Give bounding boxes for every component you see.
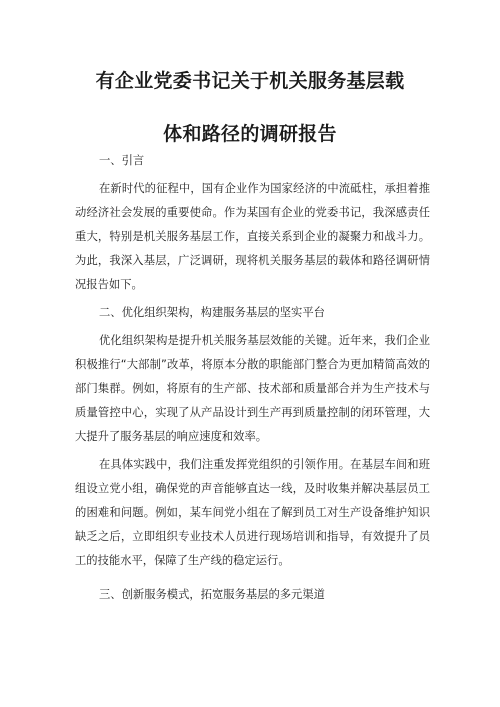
section-heading-organization: 二、优化组织架构，构建服务基层的坚实平台 bbox=[99, 306, 325, 319]
section-heading-intro: 一、引言 bbox=[99, 154, 145, 167]
document-title-line-1: 有企业党委书记关于机关服务基层载 bbox=[95, 70, 405, 92]
paragraph-intro: 在新时代的征程中，国有企业作为国家经济的中流砥柱，承担着推动经济社会发展的重要使命。作为某国有企业的党委书记，我深感责任重大，特别是机关服务基层工作，直接关系到企业的凝聚力和战斗力。为此，我深入基层，广泛调研，现将机关服务基层的载体和路径调研情况报告如下。 bbox=[75, 182, 430, 291]
document-body bbox=[75, 149, 430, 607]
paragraph-party-leadership: 在具体实践中，我们注重发挥党组织的引领作用。在基层车间和班组设立党小组，确保党的声音能够直达一线，及时收集并解决基层员工的困难和问题。例如，某车间党小组在了解到员工对生产设备维护知识缺乏之后，立即组织专业技术人员进行现场培训和指导，有效提升了员工的技能水平，保障了生产线的稳定运行。 bbox=[75, 458, 430, 567]
document-title-line-2: 体和路径的调研报告 bbox=[163, 123, 337, 145]
paragraph-organization-reform: 优化组织架构是提升机关服务基层效能的关键。近年来，我们企业积极推行“大部制”改革，将原本分散的职能部门整合为更加精简高效的部门集群。例如，将原有的生产部、技术部和质量部合并为生产技术与质量管控中心，实现了从产品设计到生产再到质量控制的闭环管理，大大提升了服务基层的响应速度和效率。 bbox=[75, 334, 430, 443]
section-heading-service-model: 三、创新服务模式，拓宽服务基层的多元渠道 bbox=[99, 588, 325, 601]
